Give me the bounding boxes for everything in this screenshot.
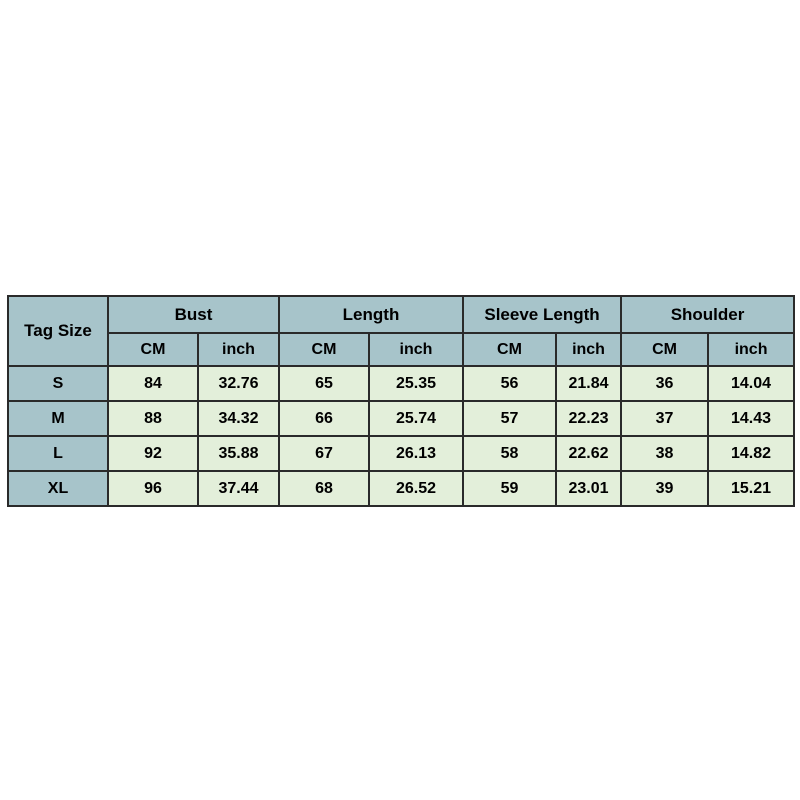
cell-bust-inch: 37.44: [198, 471, 279, 506]
table-row-size-m: [8, 401, 794, 436]
cell-length-cm: 68: [279, 471, 369, 506]
cell-sleeve-cm: 59: [463, 471, 556, 506]
table-row-size-l: [8, 436, 794, 471]
unit-header-bust-cm: CM: [108, 333, 198, 366]
row-label-size: XL: [8, 471, 108, 506]
unit-header-shoulder-cm: CM: [621, 333, 708, 366]
cell-length-cm: 65: [279, 366, 369, 401]
cell-sleeve-inch: 22.23: [556, 401, 621, 436]
cell-sleeve-cm: 57: [463, 401, 556, 436]
unit-header-shoulder-inch: inch: [708, 333, 794, 366]
cell-bust-cm: 96: [108, 471, 198, 506]
cell-shoulder-cm: 39: [621, 471, 708, 506]
cell-length-cm: 66: [279, 401, 369, 436]
header-unit-row: [8, 333, 794, 366]
cell-bust-cm: 92: [108, 436, 198, 471]
cell-shoulder-inch: 14.82: [708, 436, 794, 471]
cell-shoulder-cm: 37: [621, 401, 708, 436]
table-row-size-s: [8, 366, 794, 401]
cell-bust-cm: 84: [108, 366, 198, 401]
unit-header-sleeve-cm: CM: [463, 333, 556, 366]
size-chart-table: [7, 295, 795, 507]
cell-length-inch: 26.52: [369, 471, 463, 506]
row-label-size: S: [8, 366, 108, 401]
unit-header-sleeve-inch: inch: [556, 333, 621, 366]
cell-shoulder-inch: 14.04: [708, 366, 794, 401]
cell-sleeve-inch: 21.84: [556, 366, 621, 401]
cell-shoulder-inch: 14.43: [708, 401, 794, 436]
cell-length-cm: 67: [279, 436, 369, 471]
cell-shoulder-inch: 15.21: [708, 471, 794, 506]
group-header-shoulder: Shoulder: [621, 296, 794, 333]
row-label-size: M: [8, 401, 108, 436]
cell-shoulder-cm: 36: [621, 366, 708, 401]
cell-sleeve-cm: 56: [463, 366, 556, 401]
unit-header-length-inch: inch: [369, 333, 463, 366]
cell-bust-inch: 34.32: [198, 401, 279, 436]
cell-sleeve-cm: 58: [463, 436, 556, 471]
group-header-length: Length: [279, 296, 463, 333]
cell-bust-inch: 32.76: [198, 366, 279, 401]
group-header-bust: Bust: [108, 296, 279, 333]
cell-bust-cm: 88: [108, 401, 198, 436]
cell-length-inch: 26.13: [369, 436, 463, 471]
corner-header-tag-size: Tag Size: [8, 296, 108, 366]
cell-length-inch: 25.35: [369, 366, 463, 401]
unit-header-bust-inch: inch: [198, 333, 279, 366]
group-header-sleeve-length: Sleeve Length: [463, 296, 621, 333]
cell-sleeve-inch: 23.01: [556, 471, 621, 506]
table-row-size-xl: [8, 471, 794, 506]
unit-header-length-cm: CM: [279, 333, 369, 366]
cell-bust-inch: 35.88: [198, 436, 279, 471]
cell-length-inch: 25.74: [369, 401, 463, 436]
cell-sleeve-inch: 22.62: [556, 436, 621, 471]
header-group-row: [8, 296, 794, 333]
row-label-size: L: [8, 436, 108, 471]
cell-shoulder-cm: 38: [621, 436, 708, 471]
